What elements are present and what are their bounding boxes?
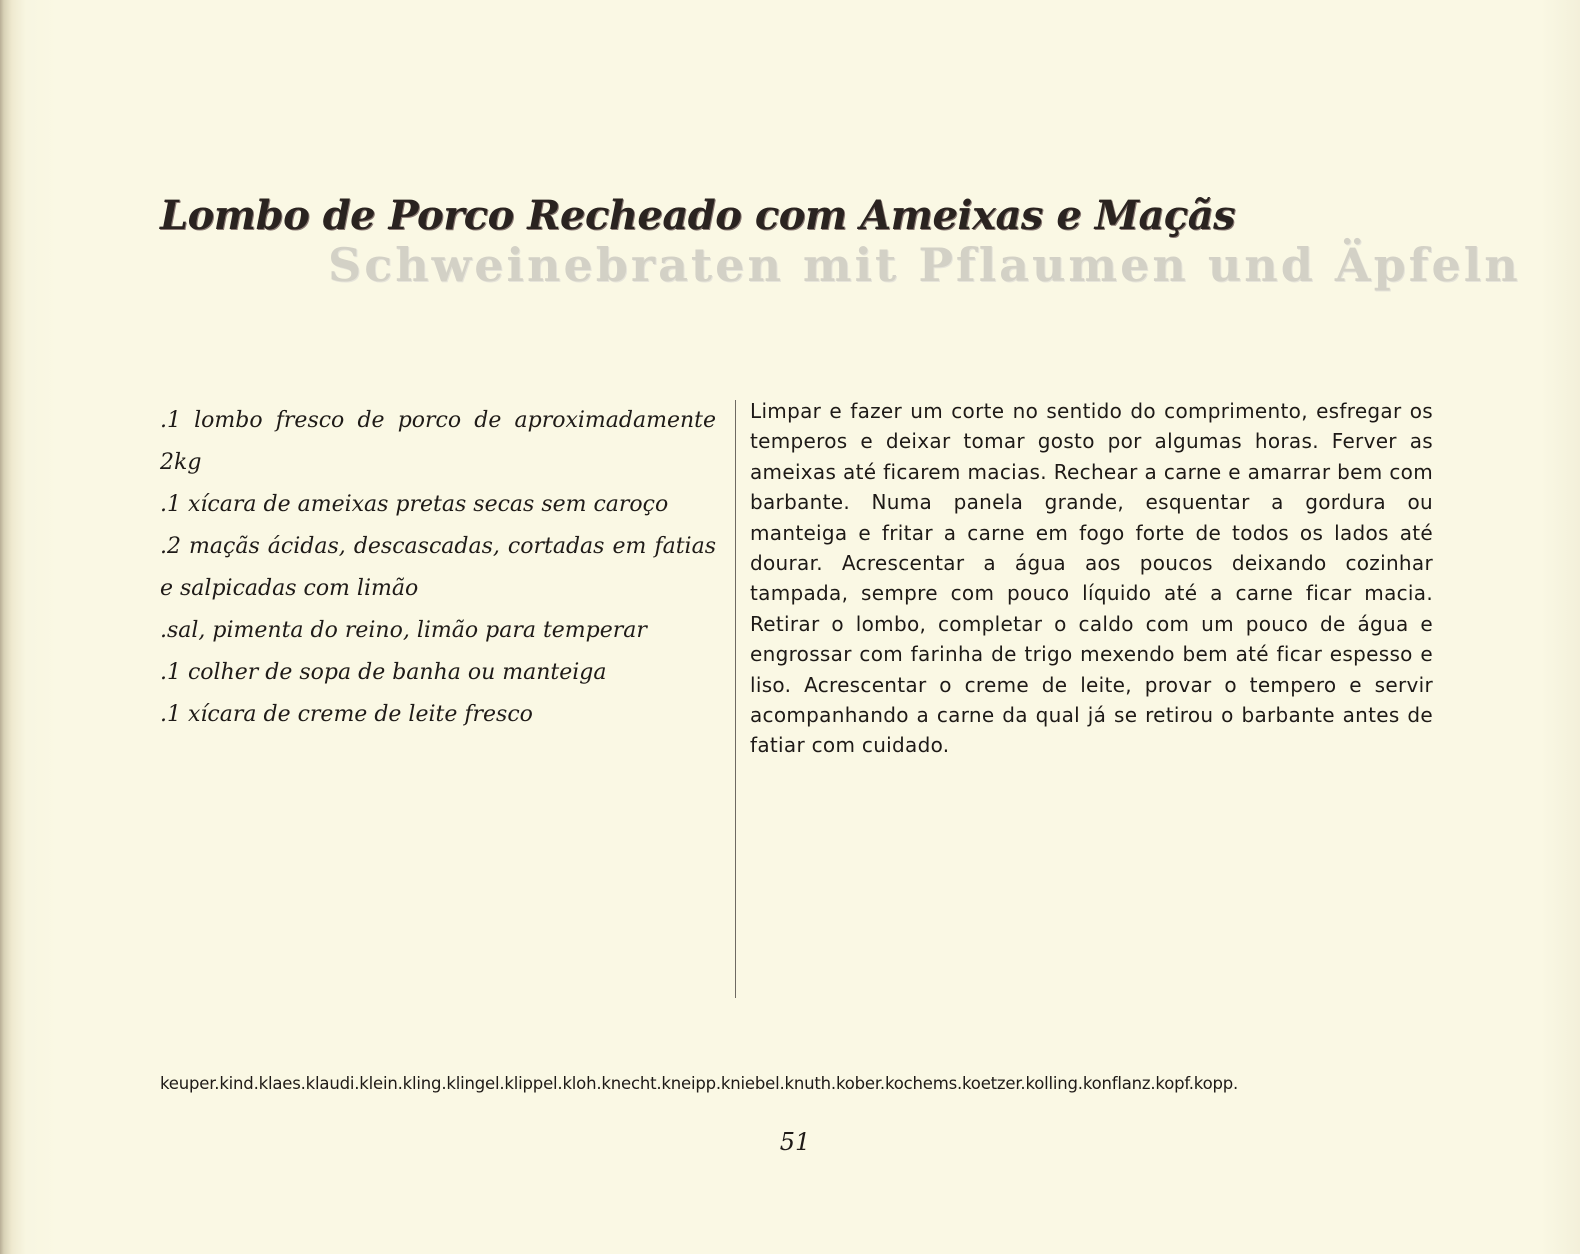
ingredient-item: .1 xícara de creme de leite fresco: [160, 702, 533, 727]
preparation-text: Limpar e fazer um corte no sentido do comprimento, esfregar os temperos e deixar tomar gosto por algumas horas. Ferver as ameixas até ficarem macias. Rechear a carne e amarrar bem com barbante. Numa panela grande, esquentar a gordura ou manteiga e fritar a carne em fogo forte de todos os lados até dourar. Acrescentar a água aos poucos deixando cozinhar tampada, sempre com pouco líquido até a carne ficar macia. Retirar o lombo, completar o caldo com um pouco de água e engrossar com farinha de trigo mexendo bem até ficar espesso e liso. Acrescentar o creme de leite, provar o tempero e servir acompanhando a carne da qual já se retirou o barbante antes de fatiar com cuidado.: [750, 399, 1433, 758]
recipe-title: Lombo de Porco Recheado com Ameixas e Maçãs: [160, 192, 1236, 239]
ingredient-item: .1 lombo fresco de porco de aproximadamente 2kg: [160, 408, 716, 475]
ingredient-item: .1 xícara de ameixas pretas secas sem caroço: [160, 492, 669, 517]
ingredient-item: .2 maçãs ácidas, descascadas, cortadas em fatias e salpicadas com limão: [160, 534, 716, 601]
ingredient-item: .1 colher de sopa de banha ou manteiga: [160, 660, 607, 685]
ingredients-list: [160, 400, 716, 736]
recipe-subtitle-german: Schweinebraten mit Pflaumen und Äpfeln: [328, 238, 1521, 292]
column-divider: [735, 400, 736, 998]
footer-family-names: keuper.kind.klaes.klaudi.klein.kling.klingel.klippel.kloh.knecht.kneipp.kniebel.knuth.kober.kochems.koetzer.kolling.konflanz.kopf.kopp.: [160, 1074, 1239, 1093]
page-number: 51: [779, 1128, 811, 1156]
ingredient-item: .sal, pimenta do reino, limão para temperar: [160, 618, 647, 643]
